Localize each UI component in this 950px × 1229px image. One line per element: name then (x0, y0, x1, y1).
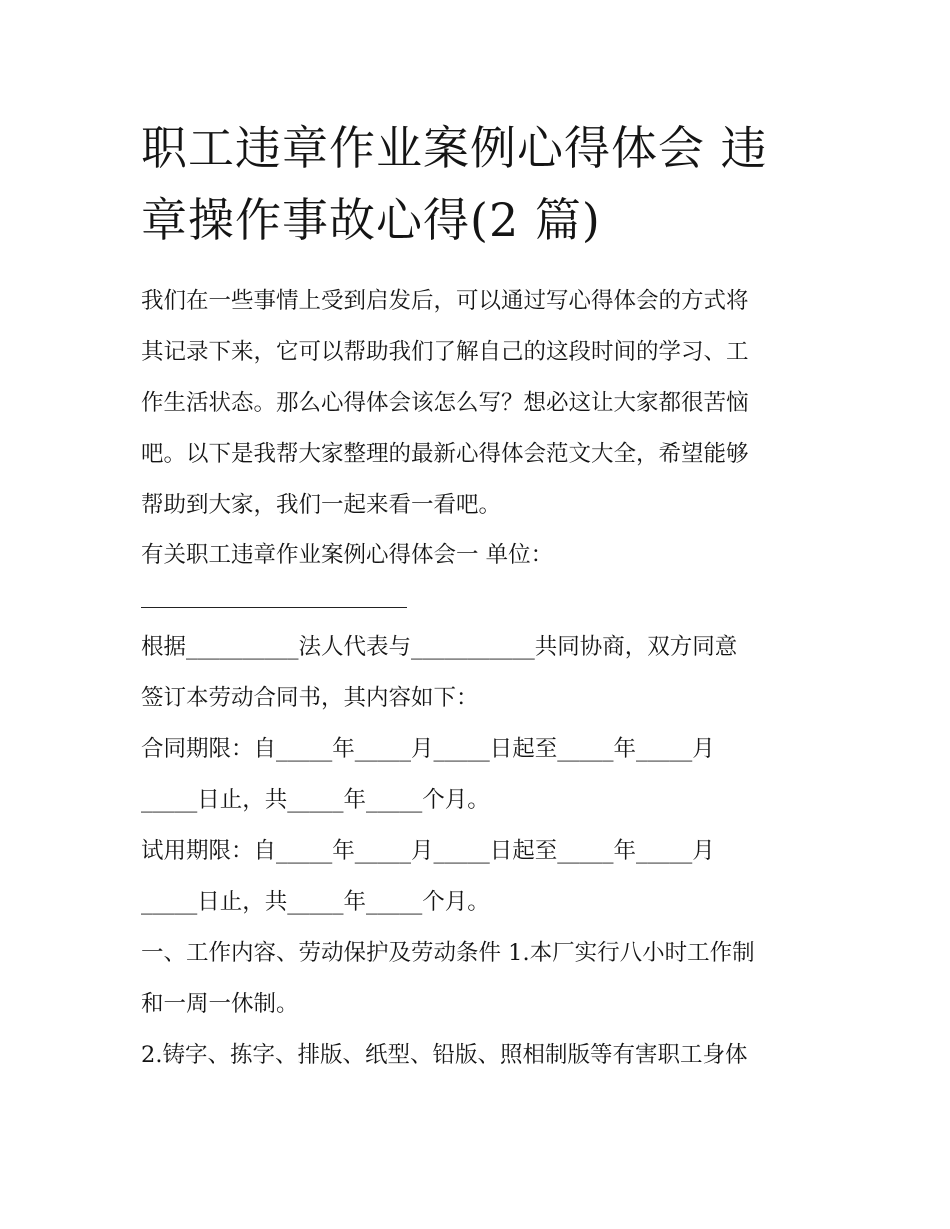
intro-line: 作生活状态。那么心得体会该怎么写？想必这让大家都很苦恼 (141, 390, 749, 416)
intro-line: 帮助到大家，我们一起来看一看吧。 (141, 492, 502, 518)
section-heading-text: 有关职工违章作业案例心得体会一 单位： (141, 542, 554, 568)
intro-line: 我们在一些事情上受到启发后，可以通过写心得体会的方式将 (141, 288, 749, 314)
probation-term-line: _____日止，共_____年_____个月。 (141, 889, 490, 915)
clause-two-line: 2.铸字、拣字、排版、纸型、铅版、照相制版等有害职工身体 (141, 1042, 748, 1068)
basis-paragraph (141, 622, 831, 724)
clause-one-line: 一、工作内容、劳动保护及劳动条件 1.本厂实行八小时工作制 (141, 940, 755, 966)
clause-two-paragraph (141, 1030, 831, 1081)
section-heading (141, 530, 831, 581)
clause-one-line: 和一周一休制。 (141, 991, 299, 1017)
document-title (141, 112, 821, 256)
title-line: 章操作事故心得(2 篇) (141, 193, 601, 247)
title-line: 职工违章作业案例心得体会 违 (141, 121, 768, 175)
clause-one-paragraph (141, 928, 831, 1030)
intro-line: 其记录下来，它可以帮助我们了解自己的这段时间的学习、工 (141, 339, 749, 365)
intro-paragraph (141, 276, 831, 531)
contract-term-line: 合同期限：自_____年_____月_____日起至_____年_____月 (141, 736, 715, 762)
basis-line: 根据__________法人代表与___________共同协商，双方同意 (141, 634, 738, 660)
probation-term-line: 试用期限：自_____年_____月_____日起至_____年_____月 (141, 838, 715, 864)
basis-line: 签订本劳动合同书，其内容如下： (141, 685, 479, 711)
contract-term-paragraph (141, 724, 831, 826)
contract-term-line: _____日止，共_____年_____个月。 (141, 787, 490, 813)
intro-line: 吧。以下是我帮大家整理的最新心得体会范文大全，希望能够 (141, 441, 749, 467)
unit-blank-line (141, 607, 407, 608)
probation-term-paragraph (141, 826, 831, 928)
